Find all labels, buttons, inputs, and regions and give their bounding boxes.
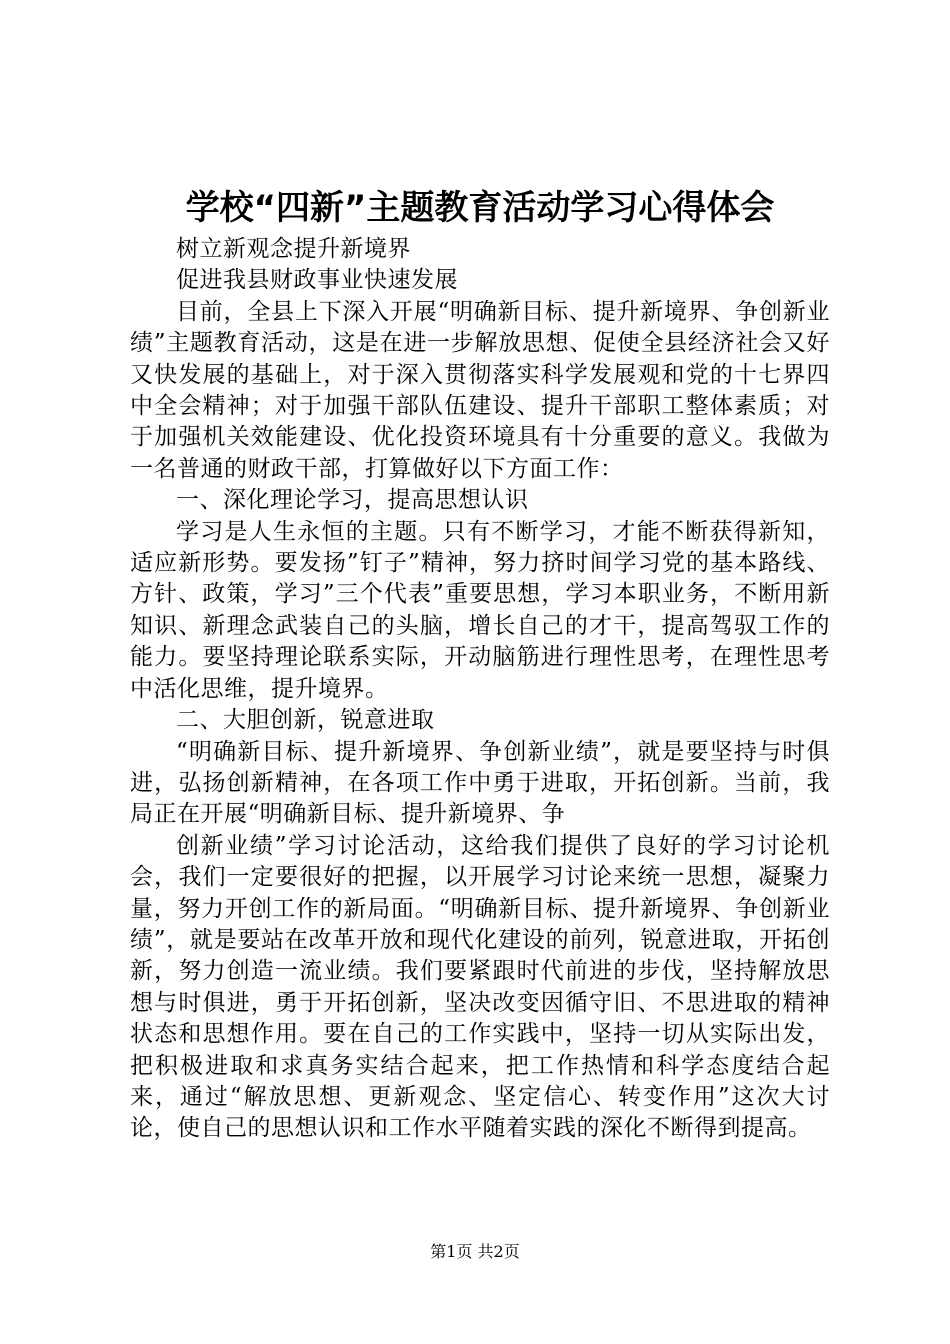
intro-paragraph: 目前，全县上下深入开展“明确新目标、提升新境界、争创新业绩”主题教育活动，这是在进一步解放思想、促使全县经济社会又好又快发展的基础上，对于深入贯彻落实科学发展观和党的十七界四中全会精神；对于加强干部队伍建设、提升干部职工整体素质；对于加强机关效能建设、优化投资环境具有十分重要的意义。我做为一名普通的财政干部，打算做好以下方面工作： — [130, 298, 830, 482]
section-heading-1: 一、深化理论学习，提高思想认识 — [176, 487, 529, 514]
subtitle-line-1: 树立新观念提升新境界 — [176, 236, 411, 262]
document-body — [130, 234, 830, 1145]
section-heading-2: 二、大胆创新，锐意进取 — [176, 707, 435, 734]
subtitle-line-2: 促进我县财政事业快速发展 — [176, 267, 458, 294]
section-2-paragraph-a: “明确新目标、提升新境界、争创新业绩”，就是要坚持与时俱进，弘扬创新精神，在各项工作中勇于进取，开拓创新。当前，我局正在开展“明确新目标、提升新境界、争 — [130, 738, 830, 828]
page-number-footer: 第1页 共2页 — [430, 1242, 520, 1261]
section-2-paragraph-b: 创新业绩”学习讨论活动，这给我们提供了良好的学习讨论机会，我们一定要很好的把握，以开展学习讨论来统一思想，凝聚力量，努力开创工作的新局面。“明确新目标、提升新境界、争创新业绩”，就是要站在改革开放和现代化建设的前列，锐意进取，开拓创新，努力创造一流业绩。我们要紧跟时代前进的步伐，坚持解放思想与时俱进，勇于开拓创新，坚决改变因循守旧、不思进取的精神状态和思想作用。要在自己的工作实践中，坚持一切从实际出发，把积极进取和求真务实结合起来，把工作热情和科学态度结合起来，通过“解放思想、更新观念、坚定信心、转变作用”这次大讨论，使自己的思想认识和工作水平随着实践的深化不断得到提高。 — [130, 832, 830, 1142]
section-1-paragraph: 学习是人生永恒的主题。只有不断学习，才能不断获得新知，适应新形势。要发扬”钉子”精神，努力挤时间学习党的基本路线、方针、政策，学习”三个代表”重要思想，学习本职业务，不断用新知识、新理念武装自己的头脑，增长自己的才干，提高驾驭工作的能力。要坚持理论联系实际，开动脑筋进行理性思考，在理性思考中活化思维，提升境界。 — [130, 518, 830, 702]
document-page — [130, 0, 830, 1344]
document-title: 学校“四新”主题教育活动学习心得体会 — [185, 188, 775, 228]
